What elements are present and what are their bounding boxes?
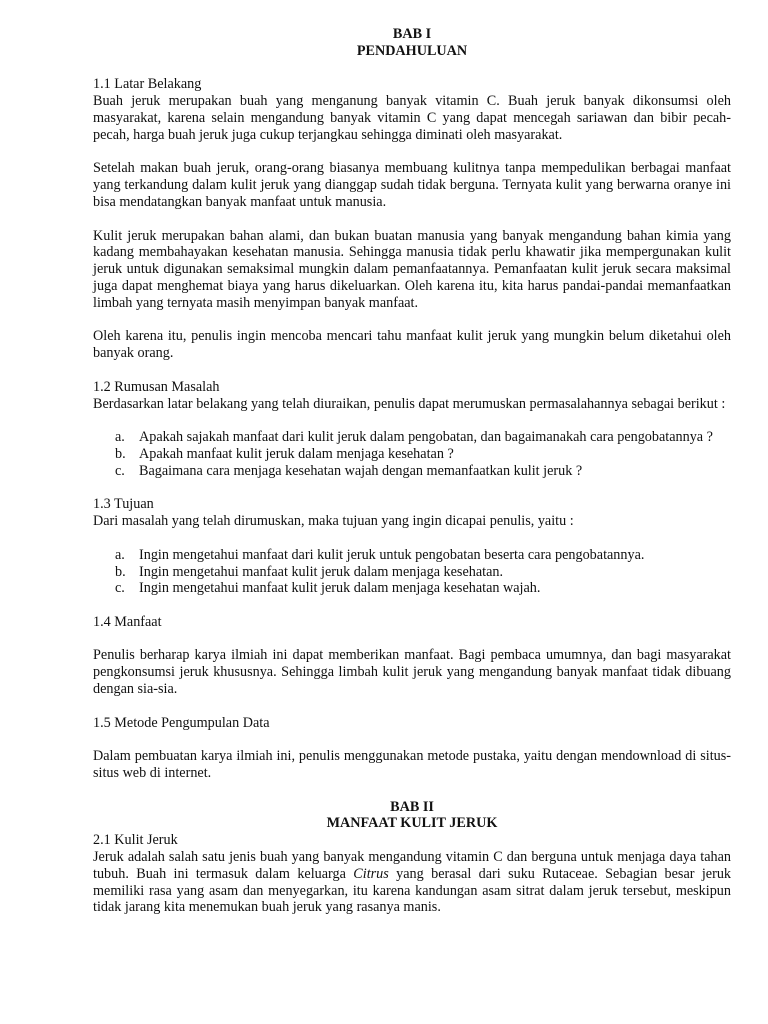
chapter-2-number: BAB II xyxy=(390,798,434,815)
list-item xyxy=(93,446,731,463)
list-item xyxy=(93,580,731,597)
objective-list xyxy=(93,547,731,597)
section-1-1-heading: 1.1 Latar Belakang xyxy=(93,76,202,93)
section-2-1-paragraph xyxy=(93,849,731,916)
list-marker: c. xyxy=(115,462,125,479)
section-1-1-paragraph-1: Buah jeruk merupakan buah yang menganung banyak vitamin C. Buah jeruk banyak dikonsumsi oleh masyarakat, karena selain mengandung banyak vitamin C yang dapat mencegah sariawan dan bibir pecah-pecah, harga buah jeruk juga cukup terjangkau sehingga diminati oleh masyarakat. xyxy=(93,93,731,143)
list-item xyxy=(93,564,731,581)
list-marker: a. xyxy=(115,429,125,446)
section-1-3-heading: 1.3 Tujuan xyxy=(93,496,154,513)
section-1-5-paragraph: Dalam pembuatan karya ilmiah ini, penulis menggunakan metode pustaka, yaitu dengan mendownload di situs-situs web di internet. xyxy=(93,748,731,782)
list-item-text: Apakah manfaat kulit jeruk dalam menjaga kesehatan ? xyxy=(139,445,454,462)
list-item-text: Bagaimana cara menjaga kesehatan wajah dengan memanfaatkan kulit jeruk ? xyxy=(139,462,583,479)
text-run: Jeruk adalah salah satu jenis buah yang banyak mengandung vitamin C dan berguna untuk menjaga daya tahan tubuh. Buah ini termasuk dalam keluarga xyxy=(93,849,731,882)
section-1-2-intro: Berdasarkan latar belakang yang telah diuraikan, penulis dapat merumuskan permasalahannya sebagai berikut : xyxy=(93,395,726,412)
chapter-2-title: MANFAAT KULIT JERUK xyxy=(326,815,498,832)
section-1-1-paragraph-3: Kulit jeruk merupakan bahan alami, dan bukan buatan manusia yang banyak mengandung bahan kimia yang kadang membahayakan kesehatan manusia. Sehingga manusia tidak perlu khawatir jika mempergunakan kulit jeruk untuk digunakan semaksimal mungkin dalam pemanfaatannya. Pemanfaatan kulit jeruk secara maksimal juga dapat menghemat biaya yang harus dikeluarkan. Oleh karena itu, kita harus pandai-pandai memanfaatkan limbah yang ternyata masih menyimpan banyak manfaat. xyxy=(93,227,731,311)
list-item-text: Apakah sajakah manfaat dari kulit jeruk dalam pengobatan, dan bagaimanakah cara pengobatannya ? xyxy=(139,429,713,446)
list-item xyxy=(93,463,731,480)
section-1-3-intro: Dari masalah yang telah dirumuskan, maka tujuan yang ingin dicapai penulis, yaitu : xyxy=(93,513,574,530)
scientific-name: Citrus xyxy=(353,865,389,882)
list-item-text: Ingin mengetahui manfaat dari kulit jeruk untuk pengobatan beserta cara pengobatannya. xyxy=(139,546,645,563)
list-marker: a. xyxy=(115,546,125,563)
list-marker: c. xyxy=(115,580,125,597)
section-1-1-paragraph-4: Oleh karena itu, penulis ingin mencoba mencari tahu manfaat kulit jeruk yang mungkin belum diketahui oleh banyak orang. xyxy=(93,328,731,362)
section-1-2-heading: 1.2 Rumusan Masalah xyxy=(93,378,220,395)
list-marker: b. xyxy=(115,563,126,580)
section-1-4-paragraph: Penulis berharap karya ilmiah ini dapat memberikan manfaat. Bagi pembaca umumnya, dan bagi masyarakat pengkonsumsi jeruk khususnya. Sehingga limbah kulit jeruk yang mengandung banyak manfaat tidak dibuang dengan sia-sia. xyxy=(93,647,731,698)
list-marker: b. xyxy=(115,445,126,462)
section-1-1-paragraph-2: Setelah makan buah jeruk, orang-orang biasanya membuang kulitnya tanpa mempedulikan berbagai manfaat yang terkandung dalam kulit jeruk yang dianggap sudah tidak berguna. Ternyata kulit yang berwarna oranye ini bisa mendatangkan banyak manfaat untuk manusia. xyxy=(93,160,731,210)
list-item xyxy=(93,547,731,564)
list-item-text: Ingin mengetahui manfaat kulit jeruk dalam menjaga kesehatan wajah. xyxy=(139,580,541,597)
text-run: yang berasal dari suku Rutaceae. Sebagian besar jeruk memiliki rasa yang asam dan menyegarkan, itu karena kandungan asam sitrat dalam jeruk tersebut, meskipun tidak jarang kita menemukan buah jeruk yang rasanya manis. xyxy=(93,865,732,916)
list-item xyxy=(93,429,731,446)
section-1-4-heading: 1.4 Manfaat xyxy=(93,613,162,630)
chapter-1-title: PENDAHULUAN xyxy=(356,42,468,59)
section-1-5-heading: 1.5 Metode Pengumpulan Data xyxy=(93,714,270,731)
section-2-1-heading: 2.1 Kulit Jeruk xyxy=(93,832,178,849)
problem-list xyxy=(93,429,731,479)
chapter-1-number: BAB I xyxy=(392,26,432,42)
list-item-text: Ingin mengetahui manfaat kulit jeruk dalam menjaga kesehatan. xyxy=(139,563,504,580)
document-body xyxy=(93,26,731,916)
